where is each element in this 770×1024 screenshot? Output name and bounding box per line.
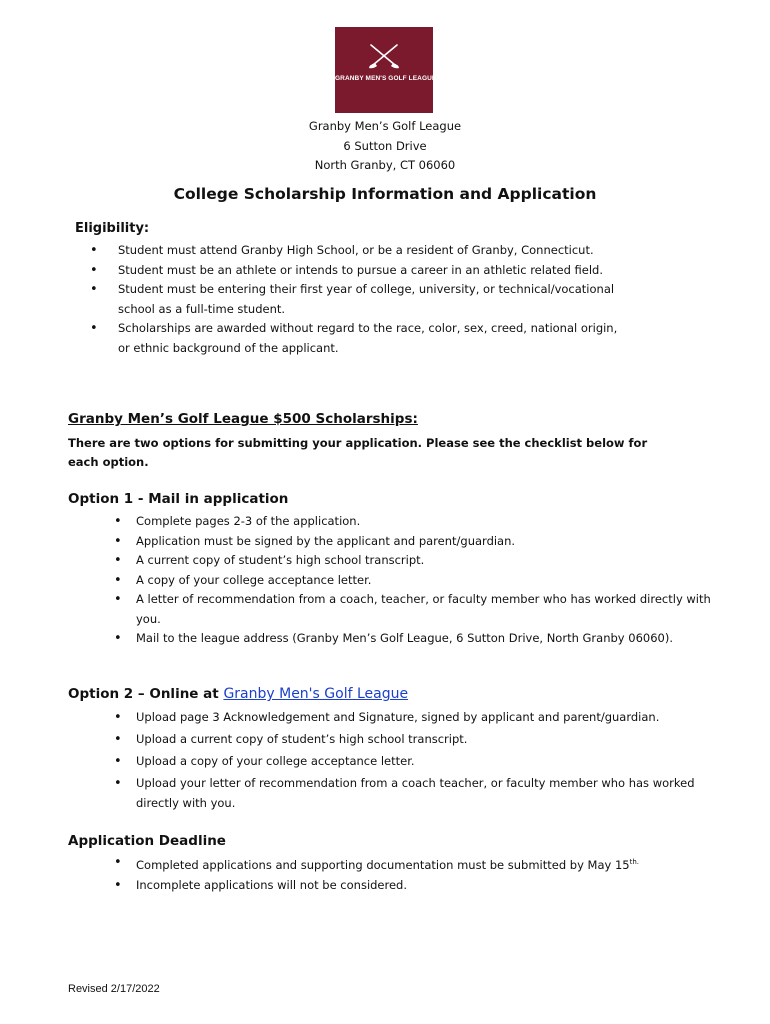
list-item: • Incomplete applications will not be considered. bbox=[114, 876, 714, 896]
league-logo bbox=[335, 27, 437, 113]
scholarships-note: There are two options for submitting your application. Please see the checklist below for each option. bbox=[68, 436, 648, 469]
option2-heading-prefix: Option 2 – Online at bbox=[68, 686, 219, 702]
list-item: • Upload page 3 Acknowledgement and Signature, signed by applicant and parent/guardian. bbox=[114, 708, 714, 728]
eligibility-heading: Eligibility: bbox=[75, 221, 150, 236]
option2-list bbox=[114, 708, 714, 816]
list-item: • Student must be entering their first year of college, university, or technical/vocational school as a full-time student. bbox=[90, 280, 630, 319]
eligibility-list bbox=[90, 241, 630, 358]
deadline-item-sup: th. bbox=[629, 858, 640, 866]
list-item: • Upload your letter of recommendation from a coach teacher, or faculty member who has worked directly with you. bbox=[114, 774, 714, 813]
crossed-golf-clubs-icon bbox=[335, 27, 437, 113]
list-item: • Complete pages 2-3 of the application. bbox=[114, 512, 714, 532]
address-line-2: 6 Sutton Drive bbox=[343, 138, 427, 153]
list-item: • Application must be signed by the applicant and parent/guardian. bbox=[114, 532, 714, 552]
league-address bbox=[0, 117, 770, 176]
scholarships-heading: Granby Men’s Golf League $500 Scholarships: bbox=[68, 411, 418, 427]
list-item: • A letter of recommendation from a coach, teacher, or faculty member who has worked directly with you. bbox=[114, 590, 714, 629]
address-line-1: Granby Men’s Golf League bbox=[308, 119, 462, 133]
list-item: • Upload a current copy of student’s high school transcript. bbox=[114, 730, 714, 750]
list-item: • A current copy of student’s high school transcript. bbox=[114, 551, 714, 571]
option1-heading: Option 1 - Mail in application bbox=[68, 491, 289, 507]
list-item: • Scholarships are awarded without regard to the race, color, sex, creed, national origin, or ethnic background of the applicant. bbox=[90, 319, 630, 358]
deadline-list bbox=[114, 853, 714, 895]
list-item: • Mail to the league address (Granby Men’s Golf League, 6 Sutton Drive, North Granby 06060). bbox=[114, 629, 714, 649]
deadline-item-text: Completed applications and supporting documentation must be submitted by May 15 bbox=[136, 858, 630, 872]
list-item: • Student must be an athlete or intends to pursue a career in an athletic related field. bbox=[90, 261, 630, 281]
deadline-heading: Application Deadline bbox=[68, 833, 226, 849]
league-website-link[interactable]: Granby Men's Golf League bbox=[223, 686, 409, 702]
page-title: College Scholarship Information and Application bbox=[173, 185, 597, 203]
option1-list bbox=[114, 512, 714, 649]
list-item: • Upload a copy of your college acceptance letter. bbox=[114, 752, 714, 772]
list-item bbox=[114, 853, 714, 876]
list-item: • Student must attend Granby High School, or be a resident of Granby, Connecticut. bbox=[90, 241, 630, 261]
option2-heading bbox=[68, 686, 408, 702]
address-line-3: North Granby, CT 06060 bbox=[314, 158, 456, 172]
list-item: • A copy of your college acceptance letter. bbox=[114, 571, 714, 591]
revised-date: Revised 2/17/2022 bbox=[68, 983, 160, 995]
logo-text: GRANBY MEN'S GOLF LEAGUE bbox=[335, 75, 437, 82]
